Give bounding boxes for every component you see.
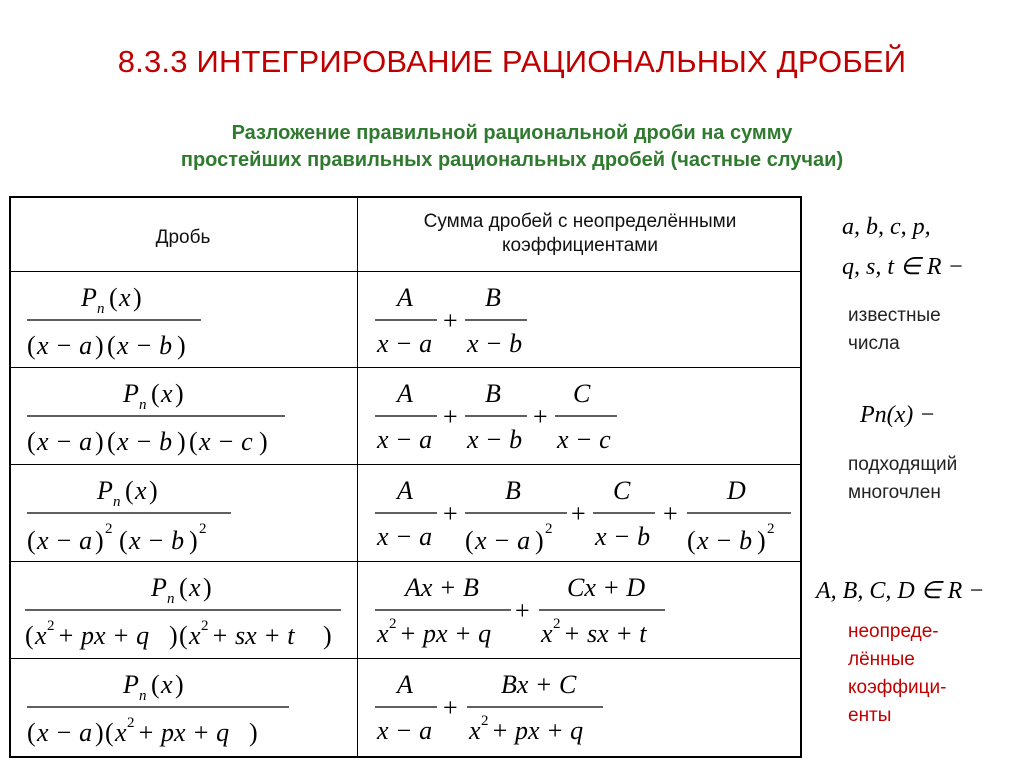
coefficients-label xyxy=(848,618,947,730)
paren: ) xyxy=(133,283,142,312)
denom-x-a: x − a xyxy=(377,522,433,551)
coef-C: C xyxy=(613,476,631,505)
paren: ) xyxy=(259,427,268,456)
exponent-2: 2 xyxy=(47,618,55,634)
term-sx-t: + sx + t xyxy=(211,621,295,650)
row-divider xyxy=(11,561,800,562)
denom-px-q: + px + q xyxy=(399,619,492,648)
coef-B: B xyxy=(505,476,521,505)
var-x: x xyxy=(469,716,481,745)
column-divider xyxy=(357,198,358,756)
var-x: x xyxy=(135,476,147,505)
known-label-line-2: числа xyxy=(848,333,900,354)
exponent-2: 2 xyxy=(127,715,135,731)
header-sum-line-1: Сумма дробей с неопределёнными xyxy=(423,211,737,232)
known-numbers-label xyxy=(848,302,941,358)
denom-x-b: x − b xyxy=(467,425,523,454)
coef-label-line-1: неопреде- xyxy=(848,621,939,642)
known-vars-line-1: a, b, c, p, xyxy=(842,214,931,240)
plus: + xyxy=(443,306,458,335)
paren: ) xyxy=(249,718,258,747)
fraction-row-2 xyxy=(19,372,319,462)
polynomial-label xyxy=(848,451,957,507)
exponent-2: 2 xyxy=(105,521,113,537)
paren: ( xyxy=(189,427,198,456)
plus: + xyxy=(443,499,458,528)
factor-x-a: x − a xyxy=(37,526,93,555)
subtitle-line-2: простейших правильных рациональных дробей (частные случаи) xyxy=(180,149,844,171)
coef-label-line-3: коэффици- xyxy=(848,677,947,698)
paren: ( xyxy=(119,526,128,555)
paren: ( xyxy=(25,621,34,650)
plus: + xyxy=(443,402,458,431)
fraction-row-3 xyxy=(19,469,319,559)
paren: ( xyxy=(179,621,188,650)
poly-P: P xyxy=(97,476,113,505)
paren: ) xyxy=(149,476,158,505)
paren: ( xyxy=(125,476,134,505)
sum-row-2 xyxy=(371,372,651,462)
denom-x-c: x − c xyxy=(557,425,611,454)
paren: ) xyxy=(175,379,184,408)
factor-x-a: x − a xyxy=(37,718,93,747)
term-px-q: + px + q xyxy=(57,621,150,650)
exponent-2: 2 xyxy=(553,616,561,632)
factor-x-a: x − a xyxy=(37,331,93,360)
coef-B: B xyxy=(485,283,501,312)
paren: ) xyxy=(95,718,104,747)
plus: + xyxy=(571,499,586,528)
paren: ( xyxy=(151,670,160,699)
coef-D: D xyxy=(727,476,746,505)
plus: + xyxy=(663,499,678,528)
coef-A: A xyxy=(397,283,413,312)
paren: ) xyxy=(95,427,104,456)
paren: ( xyxy=(107,331,116,360)
poly-P: P xyxy=(151,573,167,602)
paren: ( xyxy=(27,331,36,360)
decomposition-table xyxy=(9,196,802,758)
var-x: x xyxy=(189,573,201,602)
var-x: x xyxy=(189,621,201,650)
paren: ( xyxy=(27,718,36,747)
paren: ( xyxy=(107,427,116,456)
coef-A: A xyxy=(397,379,413,408)
paren: ) xyxy=(177,427,186,456)
row-divider xyxy=(11,658,800,659)
row-divider xyxy=(11,271,800,272)
var-x: x xyxy=(115,718,127,747)
var-x: x xyxy=(377,619,389,648)
fraction-row-4 xyxy=(19,566,355,656)
exponent-2: 2 xyxy=(767,521,775,537)
plus: + xyxy=(533,402,548,431)
paren: ) xyxy=(535,526,544,555)
coef-A: A xyxy=(397,476,413,505)
polynomial-symbol xyxy=(860,396,1000,436)
var-x: x xyxy=(35,621,47,650)
fraction-row-1 xyxy=(19,276,219,366)
denom-x-b: x − b xyxy=(595,522,651,551)
paren: ) xyxy=(177,331,186,360)
paren: ( xyxy=(179,573,188,602)
paren: ) xyxy=(175,670,184,699)
header-fraction: Дробь xyxy=(155,227,211,248)
factor-x-c: x − c xyxy=(199,427,253,456)
row-divider xyxy=(11,464,800,465)
exponent-2: 2 xyxy=(545,521,553,537)
paren: ( xyxy=(151,379,160,408)
poly-n: n xyxy=(139,397,147,413)
var-x: x xyxy=(161,670,173,699)
exponent-2: 2 xyxy=(199,521,207,537)
paren: ) xyxy=(757,526,766,555)
paren: ( xyxy=(109,283,118,312)
var-x: x xyxy=(541,619,553,648)
page-title: 8.3.3 ИНТЕГРИРОВАНИЕ РАЦИОНАЛЬНЫХ ДРОБЕЙ xyxy=(117,44,907,79)
sum-row-3 xyxy=(371,469,801,559)
denom-x-a: x − a xyxy=(377,329,433,358)
poly-P: P xyxy=(123,670,139,699)
numer-Cx-D: Cx + D xyxy=(567,573,646,602)
poly-math: Pn(x) − xyxy=(860,402,936,428)
var-x: x xyxy=(119,283,131,312)
denom-x-a: x − a xyxy=(475,526,531,555)
plus: + xyxy=(443,693,458,722)
exponent-2: 2 xyxy=(389,616,397,632)
paren: ) xyxy=(189,526,198,555)
subtitle xyxy=(0,120,1024,174)
denom-x-a: x − a xyxy=(377,425,433,454)
factor-x-b: x − b xyxy=(117,427,173,456)
coef-C: C xyxy=(573,379,591,408)
plus: + xyxy=(515,596,530,625)
poly-n: n xyxy=(113,494,121,510)
exponent-2: 2 xyxy=(201,618,209,634)
coef-vars: A, B, C, D ∈ R − xyxy=(816,578,985,604)
numer-Ax-B: Ax + B xyxy=(405,573,479,602)
header-sum-line-2: коэффициентами xyxy=(502,235,658,256)
paren: ) xyxy=(323,621,332,650)
paren: ( xyxy=(465,526,474,555)
coef-label-line-2: лённые xyxy=(848,649,915,670)
row-divider xyxy=(11,367,800,368)
factor-x-b: x − b xyxy=(129,526,185,555)
coef-label-line-4: енты xyxy=(848,705,892,726)
term-px-q: + px + q xyxy=(137,718,230,747)
paren: ( xyxy=(27,427,36,456)
factor-x-b: x − b xyxy=(117,331,173,360)
sum-row-1 xyxy=(371,276,571,366)
known-vars-line-2: q, s, t ∈ R − xyxy=(842,254,964,280)
poly-P: P xyxy=(81,283,97,312)
numer-Bx-C: Bx + C xyxy=(501,670,577,699)
paren: ) xyxy=(169,621,178,650)
factor-x-a: x − a xyxy=(37,427,93,456)
known-label-line-1: известные xyxy=(848,305,941,326)
paren: ) xyxy=(95,331,104,360)
poly-P: P xyxy=(123,379,139,408)
paren: ( xyxy=(27,526,36,555)
sum-row-4 xyxy=(371,566,671,656)
poly-label-line-2: многочлен xyxy=(848,482,941,503)
denom-x-b: x − b xyxy=(467,329,523,358)
coef-B: B xyxy=(485,379,501,408)
poly-label-line-1: подходящий xyxy=(848,454,958,475)
fraction-row-5 xyxy=(19,663,319,753)
paren: ( xyxy=(687,526,696,555)
poly-n: n xyxy=(97,301,105,317)
denom-px-q: + px + q xyxy=(491,716,584,745)
exponent-2: 2 xyxy=(481,713,489,729)
poly-n: n xyxy=(167,591,175,607)
sum-row-5 xyxy=(371,663,651,753)
paren: ) xyxy=(203,573,212,602)
coefficient-variables xyxy=(816,572,1022,612)
known-variables xyxy=(842,208,1022,284)
header-sum xyxy=(358,210,802,258)
poly-n: n xyxy=(139,688,147,704)
denom-x-a: x − a xyxy=(377,716,433,745)
denom-x-b: x − b xyxy=(697,526,753,555)
denom-sx-t: + sx + t xyxy=(563,619,647,648)
coef-A: A xyxy=(397,670,413,699)
var-x: x xyxy=(161,379,173,408)
paren: ) xyxy=(95,526,104,555)
paren: ( xyxy=(105,718,114,747)
subtitle-line-1: Разложение правильной рациональной дроби на сумму xyxy=(231,122,793,144)
